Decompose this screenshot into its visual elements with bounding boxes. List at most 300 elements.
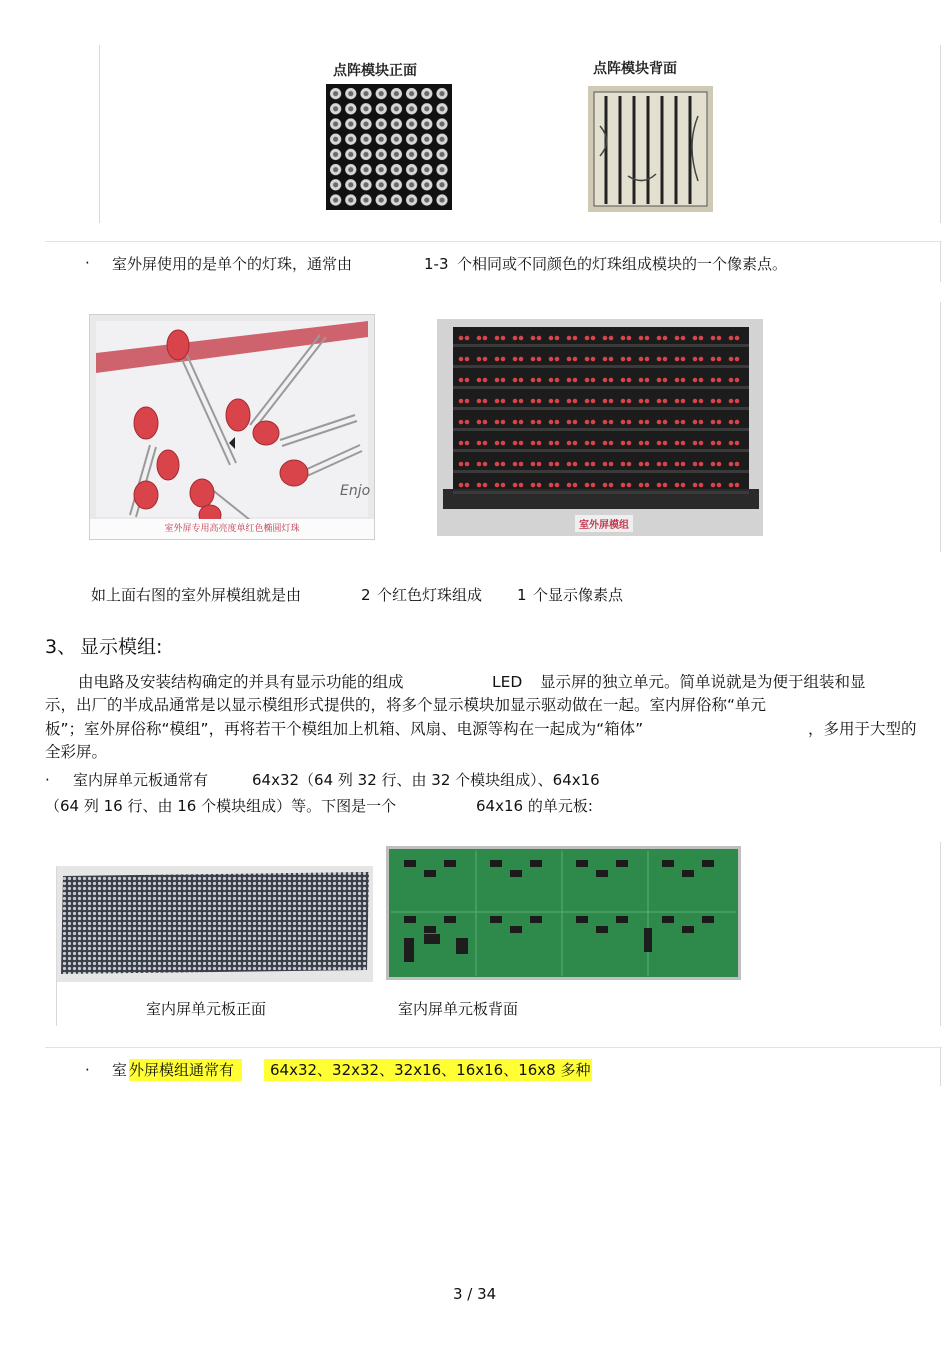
led-dot	[675, 378, 680, 383]
led-dot	[603, 336, 608, 341]
led-dot	[573, 483, 578, 488]
bullet2-line2-b: 64x16 的单元板:	[476, 797, 593, 815]
led-dot	[555, 441, 560, 446]
pcb-chip	[616, 860, 628, 867]
led-dot	[555, 483, 560, 488]
led-dot	[567, 420, 572, 425]
indoor-board-back-graphic	[386, 846, 741, 980]
led-dot	[663, 441, 668, 446]
led-dot	[531, 399, 536, 404]
led-dot	[639, 483, 644, 488]
led-dot	[699, 441, 704, 446]
led-dot	[729, 399, 734, 404]
pcb-chip	[530, 860, 542, 867]
led-dot	[675, 357, 680, 362]
led-dot	[477, 357, 482, 362]
led-dot	[591, 483, 596, 488]
para-line3-a: 板”；室外屏俗称“模组”，再将若干个模组加上机箱、风扇、电源等构在一起成为“箱体”	[45, 720, 644, 738]
led-dot	[603, 420, 608, 425]
led-dot	[639, 441, 644, 446]
indoor-board-front-graphic	[57, 866, 373, 982]
led-dot	[585, 420, 590, 425]
note-text-c: 个红色灯珠组成	[377, 586, 483, 604]
led-dot	[699, 378, 704, 383]
led-dot	[657, 483, 662, 488]
led-dot	[711, 420, 716, 425]
led-dot	[531, 357, 536, 362]
page-number: 3 / 34	[453, 1285, 497, 1303]
pcb-chip	[662, 916, 674, 923]
led-dot	[537, 462, 542, 467]
led-dot	[735, 357, 740, 362]
led-dot	[549, 378, 554, 383]
dot-matrix-front-graphic	[326, 84, 452, 210]
led-dot	[477, 378, 482, 383]
led-dot	[717, 336, 722, 341]
led-dot	[711, 336, 716, 341]
led-dot	[699, 462, 704, 467]
led-dot	[477, 420, 482, 425]
led-dot	[675, 483, 680, 488]
led-dot	[717, 483, 722, 488]
led-dot	[657, 357, 662, 362]
note-text-d: 1	[517, 586, 527, 604]
led-dot	[585, 336, 590, 341]
separator-line	[45, 1047, 942, 1048]
led-dot	[585, 441, 590, 446]
led-dot	[585, 462, 590, 467]
led-dot	[699, 336, 704, 341]
led-dot	[735, 483, 740, 488]
para-line4: 全彩屏。	[45, 743, 108, 761]
led-dot	[573, 399, 578, 404]
led-dot	[495, 420, 500, 425]
led-dot	[603, 441, 608, 446]
indoor-board-back-image	[386, 846, 741, 980]
led-dot	[513, 420, 518, 425]
led-dot	[645, 441, 650, 446]
led-beads-caption: 室外屏专用高亮度单红色椭圆灯珠	[90, 519, 374, 539]
frame-line-right	[940, 45, 941, 223]
para-line1-a: 由电路及安装结构确定的并具有显示功能的组成	[78, 673, 404, 691]
led-dot	[627, 483, 632, 488]
led-dot	[483, 483, 488, 488]
led-dot	[549, 420, 554, 425]
led-dot	[459, 420, 464, 425]
dot-matrix-back-image	[588, 86, 713, 212]
led-dot	[693, 462, 698, 467]
led-dot	[693, 336, 698, 341]
led-dot	[729, 336, 734, 341]
led-dot	[591, 378, 596, 383]
led-dot	[483, 357, 488, 362]
led-dot	[555, 357, 560, 362]
led-dot	[627, 420, 632, 425]
led-dot	[537, 420, 542, 425]
led-dot	[465, 357, 470, 362]
led-dot	[621, 483, 626, 488]
led-dot	[513, 357, 518, 362]
led-dot	[729, 441, 734, 446]
pcb-chip	[576, 860, 588, 867]
led-dot	[693, 420, 698, 425]
led-dot	[501, 399, 506, 404]
led-dot	[609, 483, 614, 488]
led-dot	[717, 399, 722, 404]
led-dot	[717, 441, 722, 446]
led-dot	[717, 462, 722, 467]
led-dot	[531, 420, 536, 425]
bullet2-line1-a: 室内屏单元板通常有	[73, 771, 209, 789]
led-dot	[645, 462, 650, 467]
led-dot	[729, 462, 734, 467]
led-dot	[729, 357, 734, 362]
led-dot	[459, 357, 464, 362]
led-dot	[537, 378, 542, 383]
pcb-chip	[702, 916, 714, 923]
led-dot	[459, 336, 464, 341]
indoor-board-front-image	[57, 866, 373, 982]
led-dot	[519, 462, 524, 467]
led-dot	[621, 462, 626, 467]
led-dot	[699, 483, 704, 488]
led-dot	[639, 462, 644, 467]
led-dot	[621, 357, 626, 362]
led-dot	[465, 441, 470, 446]
led-dot	[645, 378, 650, 383]
led-dot	[459, 441, 464, 446]
led-dot	[627, 357, 632, 362]
led-dot	[567, 483, 572, 488]
led-dot	[519, 483, 524, 488]
led-dot	[657, 420, 662, 425]
para-line2: 示，出厂的半成品通常是以显示模组形式提供的，将多个显示模块加显示驱动做在一起。室内屏俗称“单元	[45, 696, 767, 714]
led-dot	[501, 378, 506, 383]
indoor-board-front-caption: 室内屏单元板正面	[146, 1000, 267, 1018]
led-dot	[609, 378, 614, 383]
led-dot	[693, 399, 698, 404]
led-dot	[729, 378, 734, 383]
led-dot	[627, 441, 632, 446]
led-dot	[621, 336, 626, 341]
section-title: 显示模组:	[80, 636, 163, 658]
pcb-chip	[682, 870, 694, 877]
led-dot	[627, 462, 632, 467]
led-dot	[675, 441, 680, 446]
led-dot	[555, 336, 560, 341]
bullet-marker: ·	[85, 1061, 90, 1079]
led-dot	[657, 336, 662, 341]
bullet2-line1-b: 64x32（64 列 32 行、由 32 个模块组成）、64x16	[252, 771, 600, 789]
led-beads-graphic	[90, 315, 374, 539]
led-dot	[681, 399, 686, 404]
bullet1-text-c: 个相同或不同颜色的灯珠组成模块的一个像素点。	[457, 255, 788, 273]
led-dot	[711, 441, 716, 446]
led-dot	[591, 357, 596, 362]
led-dot	[513, 483, 518, 488]
led-dot	[711, 483, 716, 488]
pcb-chip	[490, 860, 502, 867]
pcb-chip	[490, 916, 502, 923]
led-dot	[573, 441, 578, 446]
pcb-chip	[596, 926, 608, 933]
frame-line-right	[940, 242, 941, 282]
led-dot	[477, 483, 482, 488]
led-dot	[501, 420, 506, 425]
led-dot	[549, 357, 554, 362]
bullet2-line2-a: （64 列 16 行、由 16 个模块组成）等。下图是一个	[45, 797, 397, 815]
dot-matrix-front-caption: 点阵模块正面	[333, 63, 417, 79]
bullet3-text-b: 外屏模组通常有	[129, 1059, 242, 1081]
led-dot	[717, 420, 722, 425]
led-dot	[567, 336, 572, 341]
pcb-chip	[404, 860, 416, 867]
led-dot	[627, 336, 632, 341]
led-dot	[567, 462, 572, 467]
led-dot	[495, 399, 500, 404]
led-dot	[717, 357, 722, 362]
pcb-chip	[702, 860, 714, 867]
led-dot	[681, 483, 686, 488]
led-dot	[591, 336, 596, 341]
led-dot	[693, 483, 698, 488]
led-dot	[639, 378, 644, 383]
led-dot	[501, 483, 506, 488]
led-dot	[513, 399, 518, 404]
led-dot	[663, 462, 668, 467]
led-dot	[585, 483, 590, 488]
led-dot	[621, 399, 626, 404]
led-dot	[675, 399, 680, 404]
led-dot	[735, 462, 740, 467]
led-dot	[663, 483, 668, 488]
frame-line-left	[99, 45, 100, 223]
led-dot	[603, 483, 608, 488]
led-dot	[603, 399, 608, 404]
led-dot	[735, 399, 740, 404]
section-number: 3、	[45, 636, 77, 658]
led-dot	[465, 399, 470, 404]
led-dot	[621, 378, 626, 383]
para-line1-c: 显示屏的独立单元。简单说就是为便于组装和显	[540, 673, 866, 691]
led-dot	[483, 462, 488, 467]
pcb-chip	[616, 916, 628, 923]
led-dot	[477, 399, 482, 404]
pcb-chip	[530, 916, 542, 923]
pcb-chip	[662, 860, 674, 867]
led-dot	[735, 378, 740, 383]
led-dot	[663, 357, 668, 362]
bullet-marker: ·	[45, 771, 50, 789]
led-dot	[681, 420, 686, 425]
led-dot	[465, 483, 470, 488]
led-dot	[591, 441, 596, 446]
pcb-chip	[596, 870, 608, 877]
led-dot	[645, 336, 650, 341]
led-dot	[465, 420, 470, 425]
led-dot	[609, 399, 614, 404]
led-dot	[483, 378, 488, 383]
indoor-board-back-caption: 室内屏单元板背面	[398, 1000, 519, 1018]
led-dot	[459, 483, 464, 488]
frame-line-right	[940, 1048, 941, 1086]
pcb-chip	[576, 916, 588, 923]
para-line1-b: LED	[492, 673, 523, 691]
led-dot	[501, 336, 506, 341]
led-dot	[459, 399, 464, 404]
note-text-a: 如上面右图的室外屏模组就是由	[91, 586, 302, 604]
led-dot	[513, 462, 518, 467]
led-dot	[663, 399, 668, 404]
led-dot	[555, 378, 560, 383]
led-dot	[735, 441, 740, 446]
led-dot	[657, 441, 662, 446]
led-dot	[495, 336, 500, 341]
led-dot	[459, 462, 464, 467]
bullet1-text-b: 1-3	[424, 255, 449, 273]
pcb-chip	[444, 860, 456, 867]
led-dot	[645, 357, 650, 362]
led-dot	[591, 420, 596, 425]
led-dot	[519, 399, 524, 404]
led-dot	[567, 399, 572, 404]
led-dot	[549, 336, 554, 341]
led-dot	[483, 336, 488, 341]
led-dot	[573, 378, 578, 383]
note-text-e: 个显示像素点	[533, 586, 624, 604]
frame-line-right	[940, 302, 941, 552]
led-dot	[609, 420, 614, 425]
pcb-chip	[404, 916, 416, 923]
led-dot	[681, 462, 686, 467]
led-dot	[711, 399, 716, 404]
led-dot	[531, 441, 536, 446]
led-dot	[477, 441, 482, 446]
led-dot	[537, 483, 542, 488]
led-dot	[495, 462, 500, 467]
led-dot	[573, 462, 578, 467]
led-dot	[483, 441, 488, 446]
led-dot	[657, 399, 662, 404]
led-dot	[495, 357, 500, 362]
brand-text: Enjo	[340, 483, 371, 499]
led-dot	[693, 378, 698, 383]
led-dot	[711, 378, 716, 383]
led-dot	[585, 378, 590, 383]
para-line3-b: ，多用于大型的	[808, 720, 917, 738]
bullet1-text-a: 室外屏使用的是单个的灯珠，通常由	[112, 255, 353, 273]
led-dot	[519, 378, 524, 383]
led-dot	[693, 441, 698, 446]
led-dot	[645, 420, 650, 425]
led-dot	[531, 462, 536, 467]
led-dot	[663, 420, 668, 425]
led-dot	[573, 357, 578, 362]
led-dot	[639, 336, 644, 341]
pcb-chip	[510, 926, 522, 933]
outdoor-module-graphic	[437, 319, 763, 536]
led-dot	[681, 357, 686, 362]
led-dot	[699, 399, 704, 404]
led-dot	[729, 483, 734, 488]
led-dot	[567, 441, 572, 446]
led-dot	[585, 399, 590, 404]
led-dot	[603, 378, 608, 383]
led-dot	[639, 357, 644, 362]
led-dot	[537, 357, 542, 362]
led-dot	[645, 399, 650, 404]
bullet3-text-a: 室	[112, 1061, 128, 1079]
led-dot	[519, 357, 524, 362]
led-dot	[477, 462, 482, 467]
led-dot	[639, 399, 644, 404]
led-dot	[675, 336, 680, 341]
led-dot	[495, 483, 500, 488]
led-dot	[663, 336, 668, 341]
led-dot	[627, 399, 632, 404]
led-dot	[645, 483, 650, 488]
led-dot	[519, 336, 524, 341]
led-dot	[603, 357, 608, 362]
dot-matrix-front-image	[326, 84, 452, 210]
led-dot	[465, 378, 470, 383]
led-dot	[465, 462, 470, 467]
led-dot	[531, 483, 536, 488]
led-dot	[519, 420, 524, 425]
led-dot	[609, 462, 614, 467]
led-dot	[609, 357, 614, 362]
led-dot	[567, 378, 572, 383]
led-dot	[681, 378, 686, 383]
led-dot	[537, 441, 542, 446]
note-text-b: 2	[361, 586, 371, 604]
led-dot	[549, 441, 554, 446]
led-dot	[513, 336, 518, 341]
led-dot	[567, 357, 572, 362]
led-dot	[501, 462, 506, 467]
led-dot	[555, 399, 560, 404]
led-dot	[735, 336, 740, 341]
led-dot	[483, 399, 488, 404]
led-dot	[717, 378, 722, 383]
led-dot	[693, 357, 698, 362]
led-dot	[681, 441, 686, 446]
led-dot	[591, 399, 596, 404]
separator-line	[45, 241, 942, 242]
led-dot	[591, 462, 596, 467]
pcb-chip	[510, 870, 522, 877]
pcb-chip	[424, 870, 436, 877]
led-dot	[663, 378, 668, 383]
led-dot	[675, 462, 680, 467]
led-dot	[501, 441, 506, 446]
bullet3-text-c: 64x32、32x32、32x16、16x16、16x8 多种	[264, 1059, 592, 1081]
led-dot	[699, 357, 704, 362]
frame-line-right	[940, 842, 941, 1026]
led-dot	[495, 378, 500, 383]
led-dot	[621, 441, 626, 446]
outdoor-led-beads-image	[89, 314, 375, 540]
led-dot	[555, 420, 560, 425]
bullet-marker: ·	[85, 254, 90, 272]
pcb-chip	[682, 926, 694, 933]
led-dot	[639, 420, 644, 425]
led-dot	[657, 462, 662, 467]
led-dot	[609, 441, 614, 446]
led-dot	[513, 441, 518, 446]
led-dot	[477, 336, 482, 341]
pcb-chip	[444, 916, 456, 923]
